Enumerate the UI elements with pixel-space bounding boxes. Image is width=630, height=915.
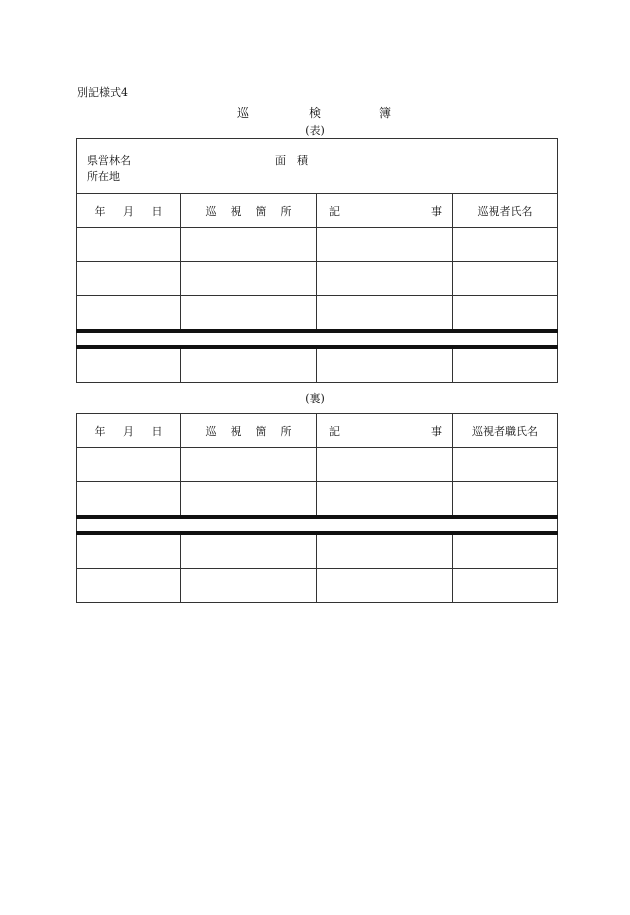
title-char: 検 [309, 106, 322, 120]
notes-cell[interactable] [317, 228, 453, 262]
table-row [77, 347, 558, 383]
place-cell[interactable] [181, 296, 317, 332]
header-notes-right: 事 [431, 204, 442, 218]
table-row [77, 533, 558, 569]
name-cell[interactable] [453, 262, 558, 296]
place-cell[interactable] [181, 569, 317, 603]
name-cell[interactable] [453, 448, 558, 482]
header-place-char: 箇 [255, 204, 267, 218]
notes-cell[interactable] [317, 569, 453, 603]
header-date-day: 日 [151, 204, 163, 218]
date-cell[interactable] [77, 482, 181, 518]
name-cell[interactable] [453, 569, 558, 603]
date-cell[interactable] [77, 533, 181, 569]
place-cell[interactable] [181, 448, 317, 482]
header-notes-left: 記 [329, 424, 340, 438]
header-date [77, 414, 181, 448]
back-patrol-table [76, 413, 558, 603]
header-date [77, 194, 181, 228]
name-cell[interactable] [453, 482, 558, 518]
header-date-year: 年 [94, 204, 106, 218]
date-cell[interactable] [77, 347, 181, 383]
table-row [77, 482, 558, 518]
table-row [77, 228, 558, 262]
notes-cell[interactable] [317, 533, 453, 569]
break-band [77, 331, 558, 347]
front-patrol-table [76, 138, 558, 383]
notes-cell[interactable] [317, 296, 453, 332]
header-patroller-title-name: 巡視者職氏名 [453, 414, 558, 448]
break-band [77, 517, 558, 533]
header-notes [317, 194, 453, 228]
table-row [77, 569, 558, 603]
omission-break [77, 331, 558, 347]
header-place-char: 視 [230, 424, 242, 438]
header-date-month: 月 [123, 204, 134, 218]
back-side-label: (裏) [305, 392, 325, 405]
header-place [181, 414, 317, 448]
date-cell[interactable] [77, 296, 181, 332]
info-row [77, 139, 558, 194]
header-place-char: 巡 [205, 204, 217, 218]
table-row [77, 262, 558, 296]
header-row [77, 414, 558, 448]
header-place-char: 巡 [205, 424, 217, 438]
forest-info-cell [77, 139, 558, 194]
title-char: 簿 [379, 106, 392, 120]
notes-cell[interactable] [317, 347, 453, 383]
header-date-year: 年 [94, 424, 106, 438]
place-cell[interactable] [181, 482, 317, 518]
place-cell[interactable] [181, 347, 317, 383]
place-cell[interactable] [181, 228, 317, 262]
location-label: 所在地 [87, 170, 120, 183]
header-notes [317, 414, 453, 448]
header-date-day: 日 [151, 424, 163, 438]
place-cell[interactable] [181, 262, 317, 296]
header-notes-left: 記 [329, 204, 340, 218]
table-row [77, 296, 558, 332]
front-side-label: (表) [305, 124, 325, 137]
header-patroller-name: 巡視者氏名 [453, 194, 558, 228]
name-cell[interactable] [453, 228, 558, 262]
area-label: 面 積 [275, 154, 308, 167]
date-cell[interactable] [77, 448, 181, 482]
forest-name-label: 県営林名 [87, 154, 131, 167]
form-number-label: 別記様式4 [77, 86, 128, 99]
header-place [181, 194, 317, 228]
notes-cell[interactable] [317, 448, 453, 482]
header-row [77, 194, 558, 228]
header-place-char: 所 [280, 204, 292, 218]
name-cell[interactable] [453, 296, 558, 332]
table-row [77, 448, 558, 482]
header-place-char: 所 [280, 424, 292, 438]
date-cell[interactable] [77, 569, 181, 603]
place-cell[interactable] [181, 533, 317, 569]
notes-cell[interactable] [317, 262, 453, 296]
date-cell[interactable] [77, 262, 181, 296]
document-title [0, 104, 630, 120]
title-char: 巡 [237, 106, 250, 120]
header-place-char: 箇 [255, 424, 267, 438]
header-date-month: 月 [123, 424, 134, 438]
omission-break [77, 517, 558, 533]
notes-cell[interactable] [317, 482, 453, 518]
header-notes-right: 事 [431, 424, 442, 438]
name-cell[interactable] [453, 347, 558, 383]
date-cell[interactable] [77, 228, 181, 262]
header-place-char: 視 [230, 204, 242, 218]
name-cell[interactable] [453, 533, 558, 569]
